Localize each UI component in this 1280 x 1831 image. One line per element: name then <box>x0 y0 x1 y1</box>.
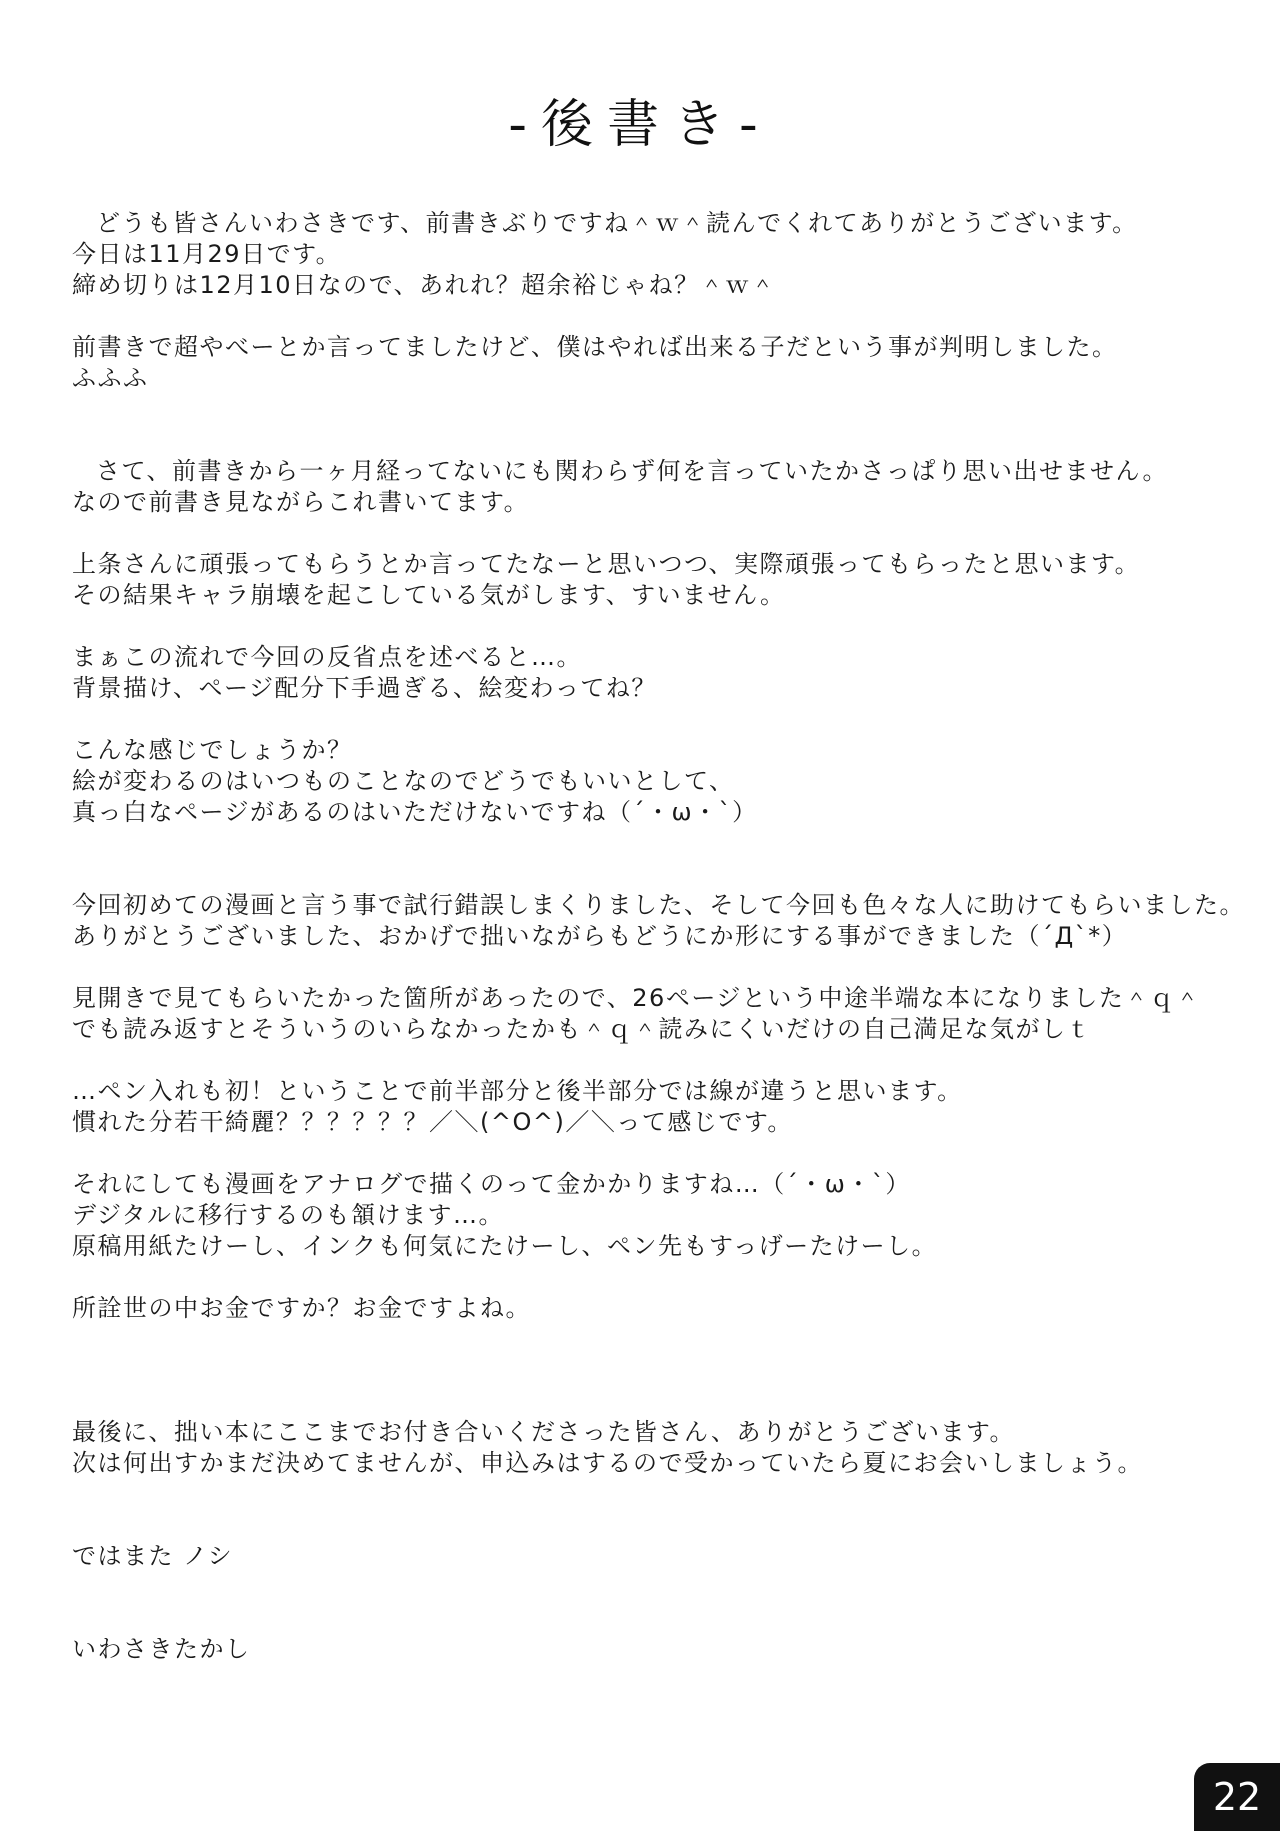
paragraph-gap <box>72 518 1232 549</box>
author-name: いわさきたかし <box>72 1635 251 1663</box>
afterword-body <box>72 208 1245 1665</box>
text-line: さて、前書きから一ヶ月経ってないにも関わらず何を言っていたかさっぱり思い出せません。 <box>96 457 1168 485</box>
paragraph-gap <box>72 1045 1232 1076</box>
text-line: 次は何出すかまだ決めてませんが、申込みはするので受かっていたら夏にお会いしましょう。 <box>72 1449 1143 1477</box>
text-line: なので前書き見ながらこれ書いてます。 <box>72 488 530 516</box>
text-line: こんな感じでしょうか？ <box>72 736 353 764</box>
text-line: どうも皆さんいわさきです、前書きぶりですね＾ｗ＾読んでくれてありがとうございます。 <box>96 209 1138 237</box>
text-line: 今日は11月29日です。 <box>72 240 342 268</box>
text-line: でも読み返すとそういうのいらなかったかも＾ｑ＾読みにくいだけの自己満足な気がしｔ <box>72 1015 1092 1043</box>
text-line: ふふふ <box>72 364 149 392</box>
paragraph-gap <box>72 301 1232 332</box>
text-line: 背景描け、ページ配分下手過ぎる、絵変わってね？ <box>72 674 657 702</box>
page-title: -後書き- <box>508 95 772 155</box>
text-line: 最後に、拙い本にここまでお付き合いくださった皆さん、ありがとうございます。 <box>72 1418 1016 1446</box>
text-line: 見開きで見てもらいたかった箇所があったので、26ページという中途半端な本になりました＾ｑ＾ <box>72 984 1201 1012</box>
text-line: 絵が変わるのはいつものことなのでどうでもいいとして、 <box>72 767 735 795</box>
page-number: 22 <box>1194 1763 1280 1831</box>
text-line: 慣れた分若干綺麗？？？？？？／＼(^O^)／＼って感じです。 <box>72 1108 793 1136</box>
text-line: 原稿用紙たけーし、インクも何気にたけーし、ペン先もすっげーたけーし。 <box>72 1232 938 1260</box>
paragraph-gap <box>72 828 1232 890</box>
paragraph-gap <box>72 611 1232 642</box>
paragraph-gap <box>72 1324 1232 1417</box>
paragraph-gap <box>72 1572 1232 1634</box>
paragraph-gap <box>72 1138 1232 1169</box>
text-line: 前書きで超やべーとか言ってましたけど、僕はやれば出来る子だという事が判明しました。 <box>72 333 1118 361</box>
paragraph-gap <box>72 394 1232 456</box>
text-line: その結果キャラ崩壊を起こしている気がします、すいません。 <box>72 581 786 609</box>
paragraph-gap <box>72 704 1232 735</box>
text-line: それにしても漫画をアナログで描くのって金かかりますね…（´・ω・`） <box>72 1170 911 1198</box>
paragraph-gap <box>72 1262 1232 1293</box>
text-line: 締め切りは12月10日なので、あれれ？超余裕じゃね？＾ｗ＾ <box>72 271 777 299</box>
text-line: …ペン入れも初！ということで前半部分と後半部分では線が違うと思います。 <box>72 1077 963 1105</box>
sign-off: ではまた ノシ <box>72 1542 234 1570</box>
text-line: 真っ白なページがあるのはいただけないですね（´・ω・`） <box>72 798 758 826</box>
text-line: 所詮世の中お金ですか？お金ですよね。 <box>72 1294 531 1322</box>
paragraph-gap <box>72 952 1232 983</box>
text-line: 今回初めての漫画と言う事で試行錯誤しまくりました、そして今回も色々な人に助けてもらいました。 <box>72 891 1245 919</box>
text-line: デジタルに移行するのも頷けます…。 <box>72 1201 505 1229</box>
paragraph-gap <box>72 1479 1232 1541</box>
text-line: まぁこの流れで今回の反省点を述べると…。 <box>72 643 582 671</box>
text-line: ありがとうございました、おかげで拙いながらもどうにか形にする事ができました（´Д`*） <box>72 922 1128 950</box>
text-line: 上条さんに頑張ってもらうとか言ってたなーと思いつつ、実際頑張ってもらったと思います。 <box>72 550 1141 578</box>
